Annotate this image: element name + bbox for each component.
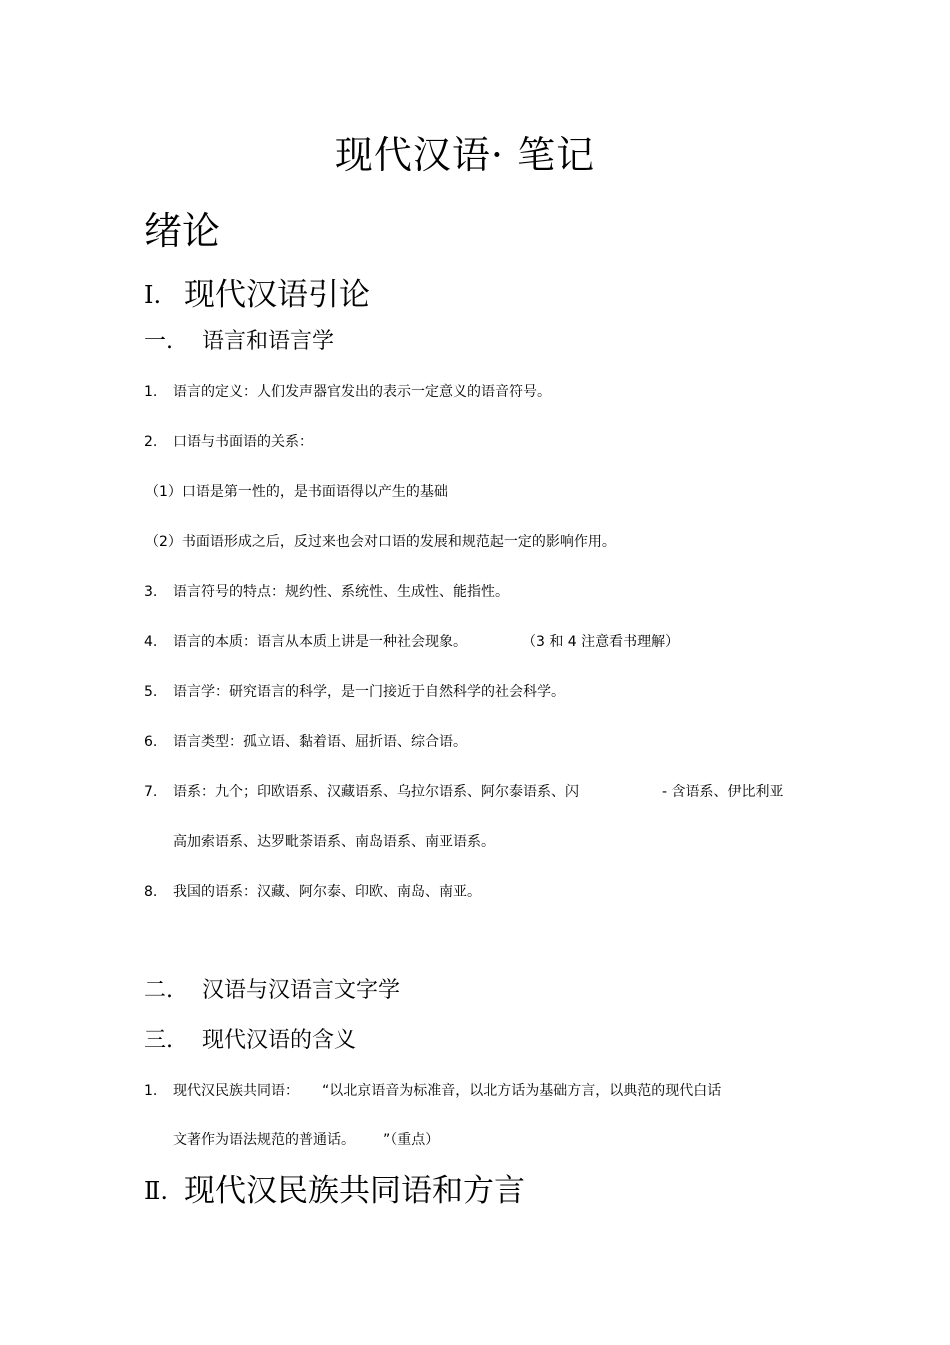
part-heading-2	[144, 1172, 525, 1210]
item-note: （3 和 4 注意看书理解）	[522, 634, 680, 650]
list-item-5	[144, 682, 565, 702]
section-label: 汉语与汉语言文字学	[202, 978, 401, 1003]
item-number: 7.	[144, 784, 158, 800]
section-label: 语言和语言学	[202, 329, 335, 354]
item-text: 口语与书面语的关系：	[173, 434, 313, 450]
list-item-6	[144, 732, 467, 752]
item-text-continued: - 含语系、伊比利亚	[662, 784, 784, 800]
section-heading-3	[144, 1027, 356, 1055]
section-heading-1	[144, 328, 334, 356]
item-text: 我国的语系：汉藏、阿尔泰、印欧、南岛、南亚。	[173, 884, 481, 900]
item-number: 8.	[144, 884, 158, 900]
part-label: 现代汉民族共同语和方言	[184, 1173, 525, 1209]
section-number: 三.	[144, 1028, 173, 1053]
document-title: 现代汉语· 笔记	[334, 133, 596, 177]
item-text: 语言的本质：语言从本质上讲是一种社会现象。	[173, 634, 467, 650]
sub-item-1: （1）口语是第一性的，是书面语得以产生的基础	[145, 484, 448, 500]
item-number: 6.	[144, 734, 158, 750]
item-text: 语言类型：孤立语、黏着语、屈折语、综合语。	[173, 734, 467, 750]
item-text: 语言符号的特点：规约性、系统性、生成性、能指性。	[173, 584, 509, 600]
item-number: 4.	[144, 634, 158, 650]
list-item-2	[144, 432, 313, 452]
item-text: 现代汉民族共同语：	[173, 1083, 299, 1099]
list-item-7	[144, 782, 579, 802]
section-number: 二.	[144, 978, 173, 1003]
item-number: 1.	[144, 384, 158, 400]
item-continuation: 文著作为语法规范的普通话。	[173, 1132, 355, 1148]
part-heading-1	[144, 276, 370, 314]
list-item-4	[144, 632, 467, 652]
section-number: 一.	[144, 329, 173, 354]
list-item-8	[144, 882, 481, 902]
section-heading-2	[144, 977, 400, 1005]
chapter-heading: 绪论	[144, 209, 221, 253]
item-number: 3.	[144, 584, 158, 600]
part-number: Ⅱ.	[144, 1177, 168, 1205]
sub-item-2: （2）书面语形成之后，反过来也会对口语的发展和规范起一定的影响作用。	[145, 534, 616, 550]
list-item-sec3-1	[144, 1081, 299, 1101]
list-item-1	[144, 382, 551, 402]
item-continuation: 高加索语系、达罗毗荼语系、南岛语系、南亚语系。	[173, 834, 495, 850]
part-label: 现代汉语引论	[184, 277, 370, 313]
item-number: 2.	[144, 434, 158, 450]
part-number: Ⅰ.	[144, 281, 162, 309]
item-text: 语言学：研究语言的科学，是一门接近于自然科学的社会科学。	[173, 684, 565, 700]
item-text: 语言的定义：人们发声器官发出的表示一定意义的语音符号。	[173, 384, 551, 400]
item-number: 5.	[144, 684, 158, 700]
list-item-3	[144, 582, 509, 602]
item-text: 语系：九个；印欧语系、汉藏语系、乌拉尔语系、阿尔泰语系、闪	[173, 784, 579, 800]
item-number: 1.	[144, 1083, 158, 1099]
item-quote: “以北京语音为标准音，以北方话为基础方言，以典范的现代白话	[322, 1083, 722, 1099]
item-continuation-note: ”（重点）	[383, 1132, 440, 1148]
section-label: 现代汉语的含义	[202, 1028, 357, 1053]
